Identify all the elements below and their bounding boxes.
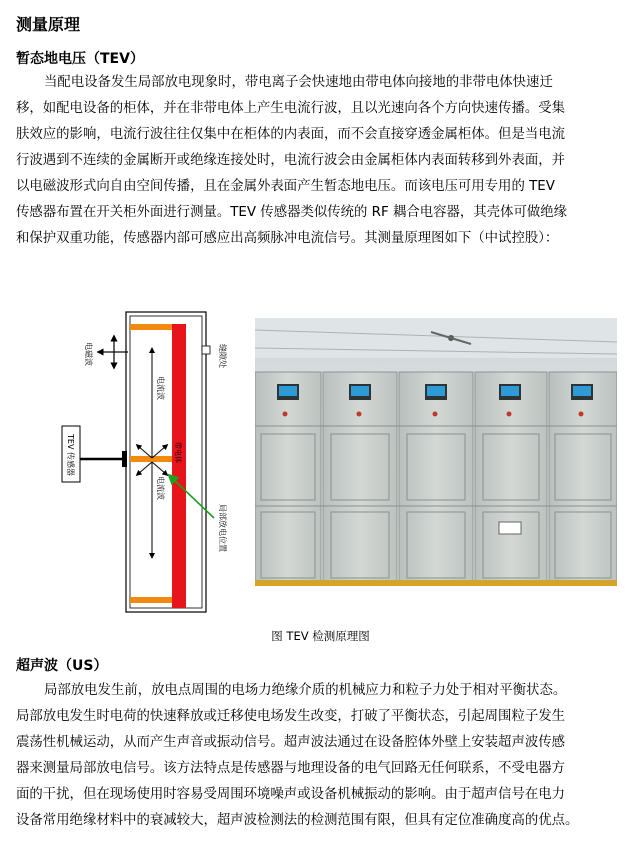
- paragraph-line: 以电磁波形式向自由空间传播，且在金属外表面产生暂态地电压。而该电压可用专用的 TEV: [16, 179, 555, 194]
- paragraph-line: 震荡性机械运动，从而产生声音或振动信号。超声波法通过在设备腔体外壁上安装超声波传感: [16, 735, 566, 750]
- orange-link-top: [130, 324, 172, 330]
- paragraph-line: 设备常用绝缘材料中的衰减较大，超声波检测法的检测范围有限，但具有定位准确度高的优点。: [16, 813, 579, 828]
- tev-sensor-label: TEV 传感器: [66, 434, 75, 476]
- gap-notch: [202, 346, 210, 354]
- switchgear-photo: [255, 318, 617, 586]
- conductor-label: 带电体: [174, 442, 182, 463]
- diagonal-arrow: [138, 462, 152, 474]
- conductor-bar: [172, 324, 186, 608]
- paragraph-line: 面的干扰，但在现场使用时容易受周围环境噪声或设备机械振动的影响。由于超声信号在电力: [16, 787, 566, 802]
- paragraph-line: 肤效应的影响，电流行波往往仅集中在柜体的内表面，而不会直接穿透金属柜体。但是当电流: [16, 127, 566, 142]
- tev-paragraph: [16, 70, 628, 252]
- section-heading-tev: 暂态地电压（TEV）: [16, 51, 144, 67]
- paragraph-line: 行波遇到不连续的金属断开或绝缘连接处时，电流行波会由金属柜体内表面转移到外表面，并: [16, 153, 566, 168]
- paragraph-line: 局部放电发生前，放电点周围的电场力绝缘介质的机械应力和粒子力处于相对平衡状态。: [44, 683, 567, 698]
- current-wave-lower-label: 电流波: [156, 476, 165, 500]
- cabinet-windows: [499, 522, 521, 534]
- em-wave-label: 电磁波: [84, 342, 93, 366]
- tev-principle-diagram: [60, 308, 240, 626]
- paragraph-line: 传感器布置在开关柜外面进行测量。TEV 传感器类似传统的 RF 耦合电容器，其壳体可做绝缘: [16, 205, 568, 220]
- section-heading-us: 超声波（US）: [16, 658, 108, 674]
- gap-label: 缝隙处: [218, 344, 227, 368]
- page-title: 测量原理: [16, 15, 81, 34]
- diagonal-arrow: [152, 462, 166, 474]
- discharge-point-label: 局部放电位置: [218, 504, 227, 552]
- tev-sensor-head: [122, 451, 127, 467]
- paragraph-line: 局部放电发生时电荷的快速释放或迁移使电场发生改变，打破了平衡状态，引起周围粒子发生: [16, 709, 566, 724]
- current-wave-upper-label: 电流波: [156, 376, 165, 400]
- figure-caption: 图 TEV 检测原理图: [271, 629, 370, 643]
- paragraph-line: 当配电设备发生局部放电现象时，带电离子会快速地由带电体向接地的非带电体快速迁: [44, 75, 553, 90]
- floor-stripe: [255, 580, 617, 586]
- cabinet-row: [255, 372, 617, 584]
- paragraph-line: 和保护双重功能，传感器内部可感应出高频脉冲电流信号。其测量原理图如下（中试控股）：: [16, 231, 559, 246]
- paragraph-line: 移，如配电设备的柜体，并在非带电体上产生电流行波，且以光速向各个方向快速传播。受集: [16, 101, 566, 116]
- paragraph-line: 器来测量局部放电信号。该方法特点是传感器与地理设备的电气回路无任何联系，不受电器方: [16, 761, 566, 776]
- orange-link-bottom: [130, 597, 172, 603]
- us-paragraph: [16, 678, 628, 834]
